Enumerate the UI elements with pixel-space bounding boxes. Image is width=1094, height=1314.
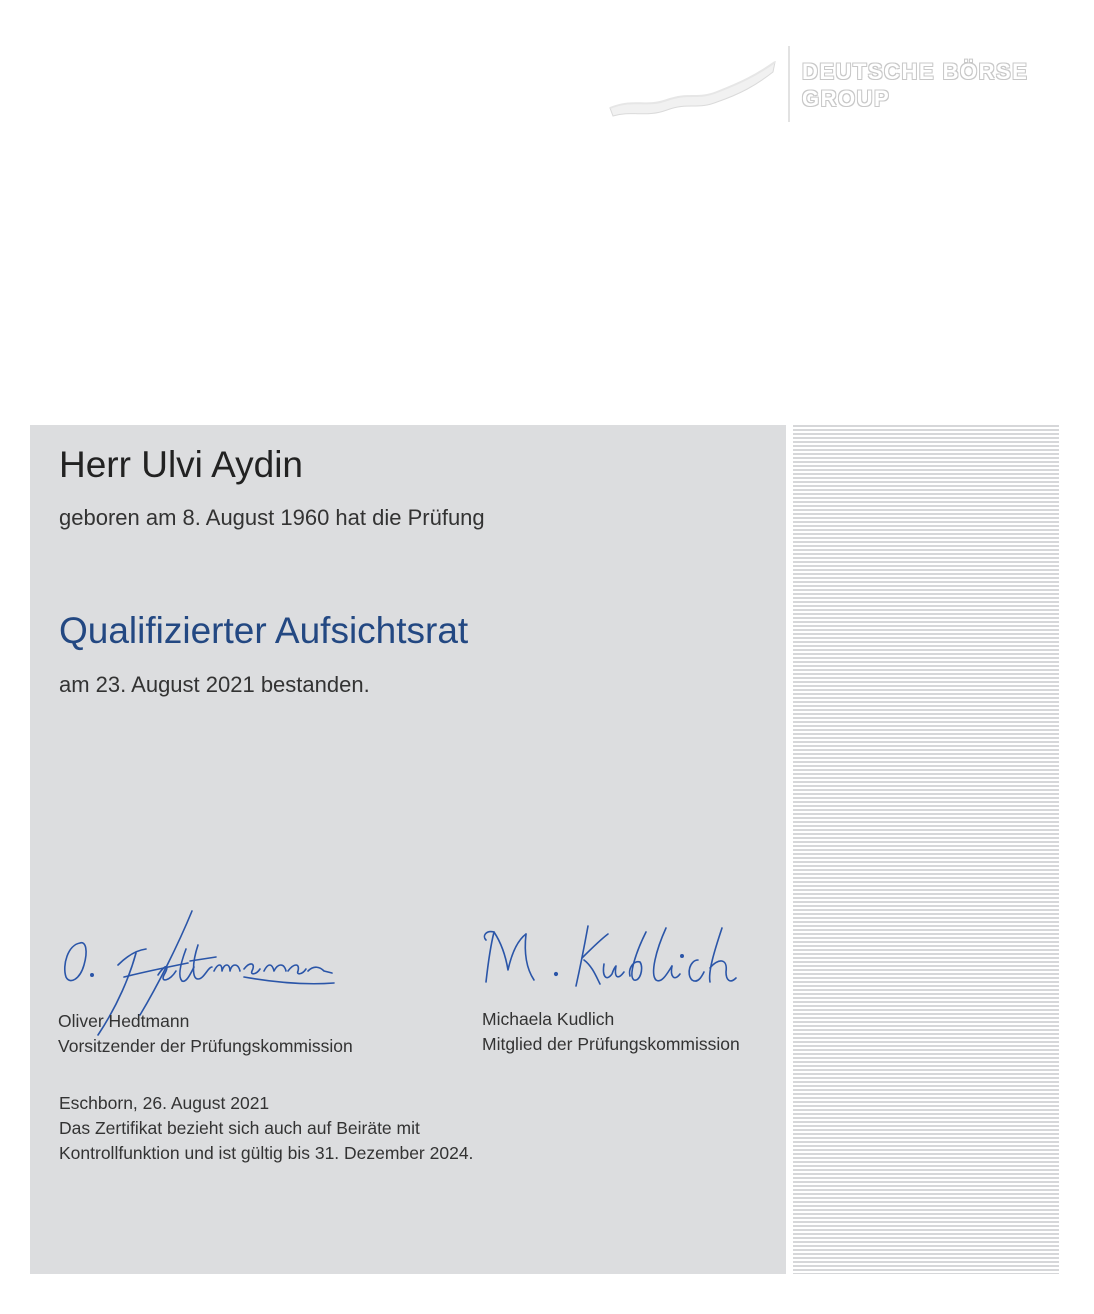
signature-kudlich-icon bbox=[476, 918, 741, 1003]
striped-decoration bbox=[793, 425, 1059, 1274]
signatory-2 bbox=[482, 1007, 740, 1057]
signatory-1-role: Vorsitzender der Prüfungskommission bbox=[58, 1036, 353, 1056]
logo-divider bbox=[788, 46, 790, 122]
deutsche-boerse-logo bbox=[605, 44, 1035, 124]
passed-line: am 23. August 2021 bestanden. bbox=[59, 672, 370, 697]
logo-wordmark bbox=[802, 58, 1028, 112]
signatory-2-name: Michaela Kudlich bbox=[482, 1009, 615, 1029]
logo-line-2: GROUP bbox=[802, 86, 891, 111]
validity-note-line-1: Das Zertifikat bezieht sich auch auf Beiräte mit bbox=[59, 1118, 420, 1138]
place-date: Eschborn, 26. August 2021 bbox=[59, 1093, 270, 1113]
logo-line-1: DEUTSCHE BÖRSE bbox=[802, 59, 1029, 84]
signatory-1 bbox=[58, 1009, 353, 1059]
signatory-1-name: Oliver Hedtmann bbox=[58, 1011, 190, 1031]
recipient-name: Herr Ulvi Aydin bbox=[59, 444, 304, 485]
exam-title: Qualifizierter Aufsichtsrat bbox=[59, 610, 469, 651]
certificate-footer bbox=[59, 1091, 473, 1166]
signatory-2-role: Mitglied der Prüfungskommission bbox=[482, 1034, 740, 1054]
birth-line: geboren am 8. August 1960 hat die Prüfung bbox=[59, 505, 485, 530]
validity-note-line-2: Kontrollfunktion und ist gültig bis 31. Dezember 2024. bbox=[59, 1143, 474, 1163]
deutsche-boerse-wave-logo-icon bbox=[605, 50, 780, 120]
